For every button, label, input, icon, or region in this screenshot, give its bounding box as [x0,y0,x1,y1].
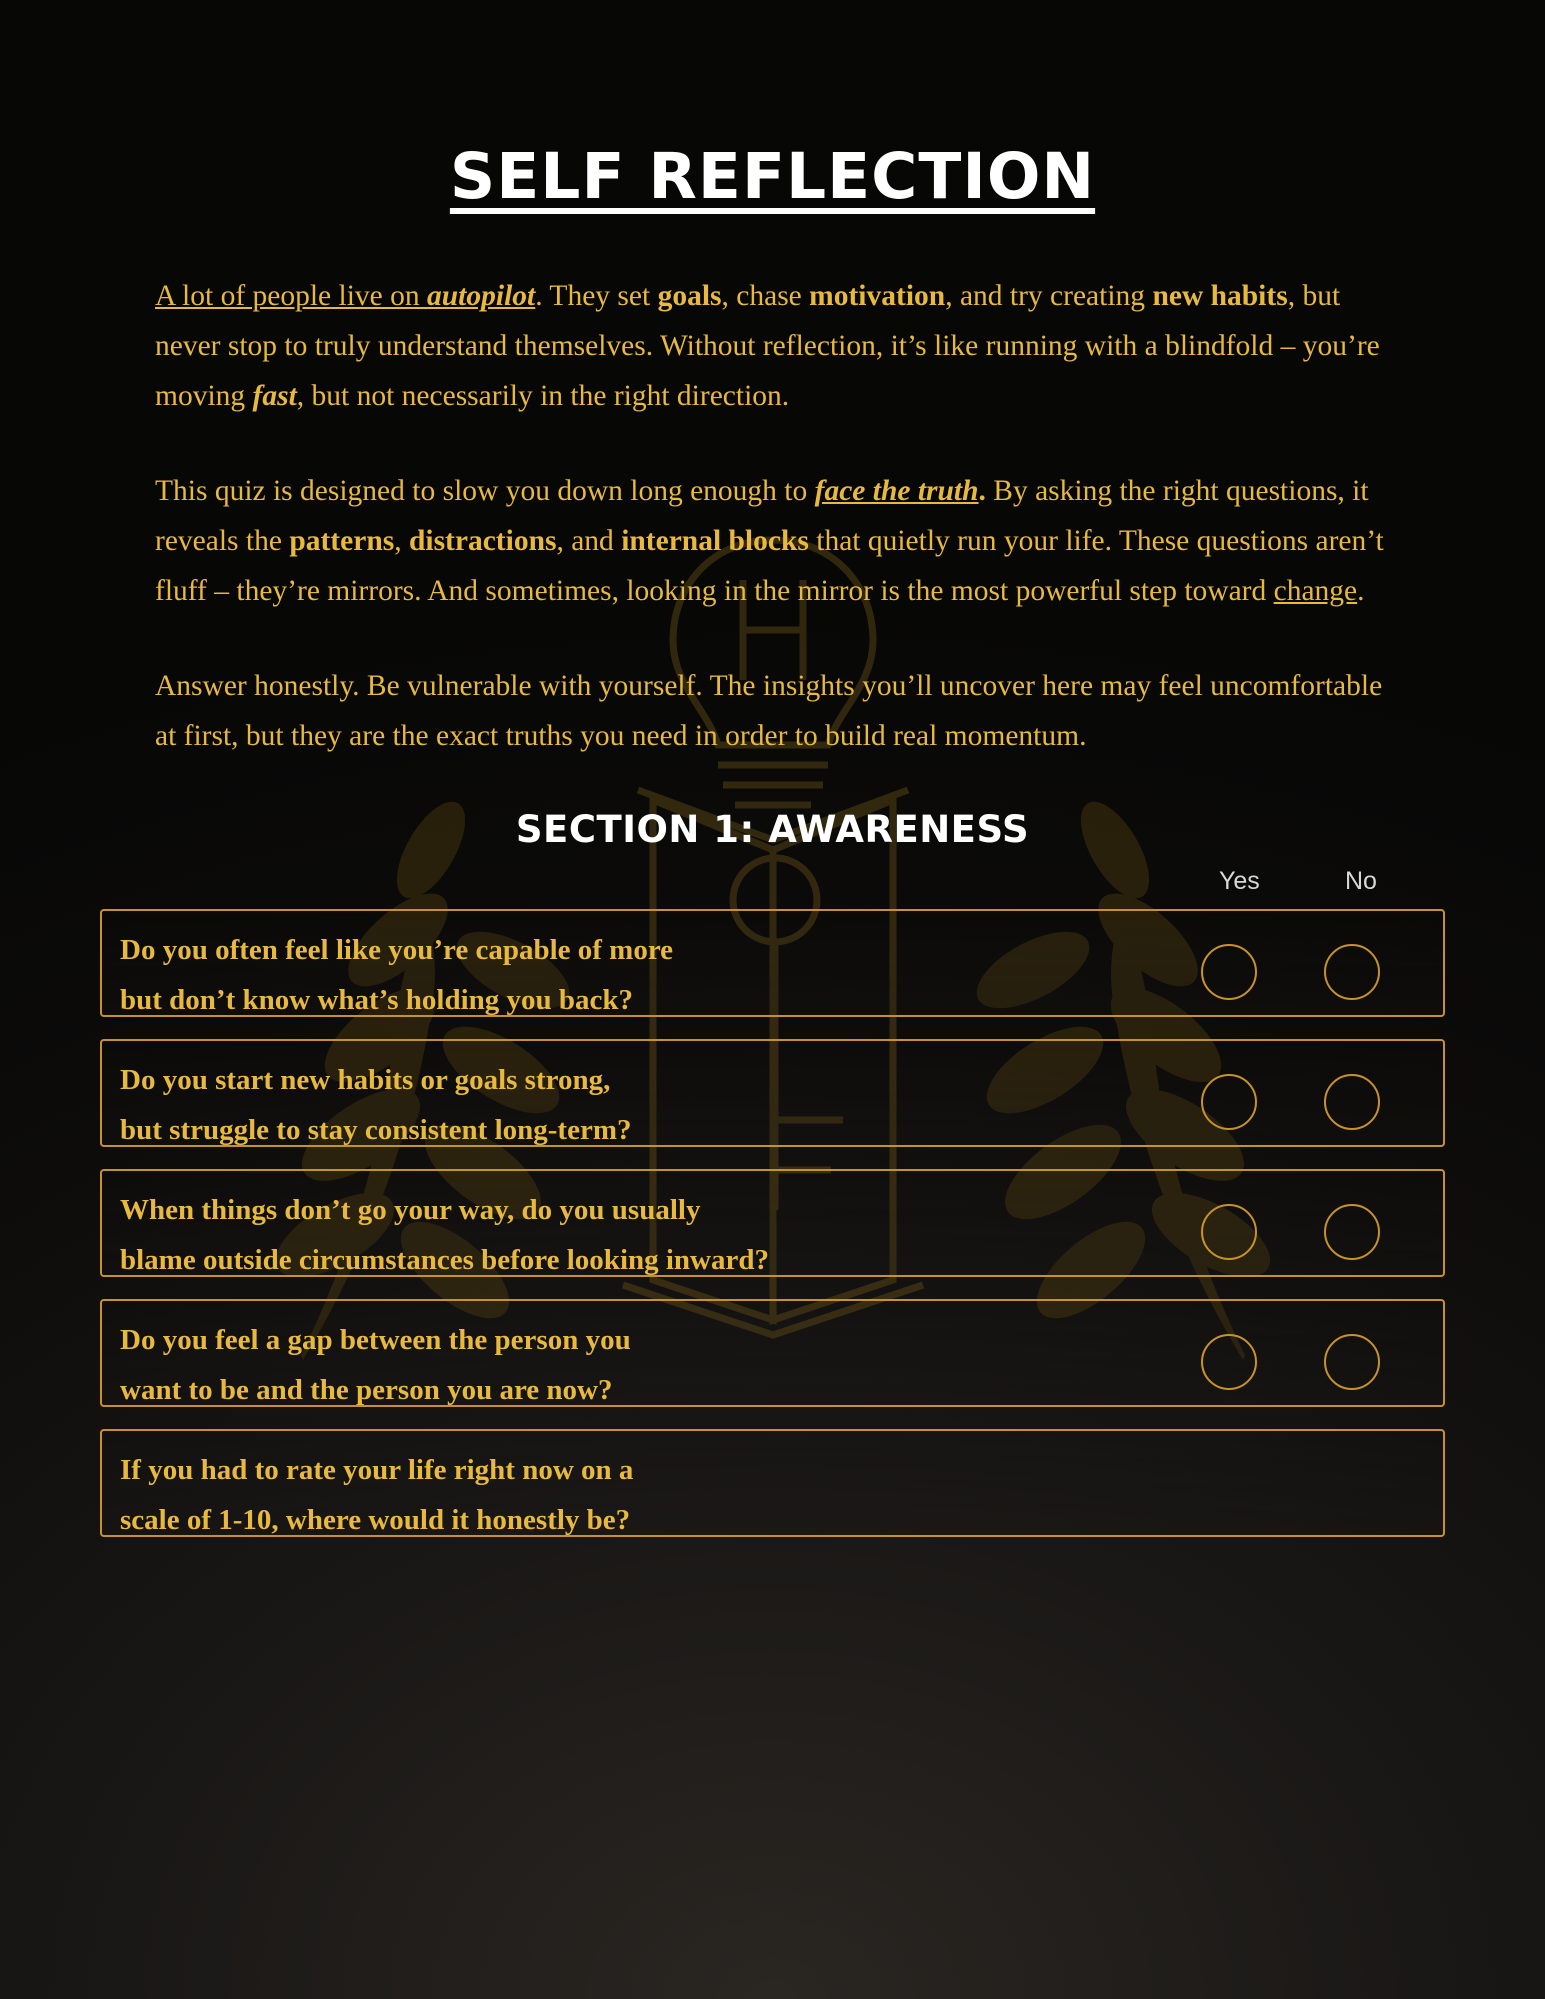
question-text [120,925,1190,1025]
radio-no[interactable] [1324,944,1380,1000]
radio-yes[interactable] [1201,944,1257,1000]
question-line-2: scale of 1-10, where would it honestly be? [120,1504,631,1536]
table-row [100,1039,1445,1147]
section-heading: SECTION 1: AWARENESS [515,808,1030,851]
page-title: SELF REFLECTION [449,140,1096,213]
radio-no[interactable] [1324,1074,1380,1130]
column-header-yes: Yes [1219,867,1260,895]
table-row [100,1169,1445,1277]
answer-column-headers [0,867,1545,903]
radio-no[interactable] [1324,1334,1380,1390]
question-line-1: Do you start new habits or goals strong, [120,1064,611,1096]
question-text [120,1055,1190,1155]
question-line-2: blame outside circumstances before looking inward? [120,1244,770,1276]
intro-text [0,271,1545,761]
question-list [100,909,1445,1537]
question-line-2: but don’t know what’s holding you back? [120,984,634,1016]
question-line-1: Do you often feel like you’re capable of more [120,934,674,966]
radio-no[interactable] [1324,1204,1380,1260]
table-row [100,1429,1445,1537]
radio-yes[interactable] [1201,1074,1257,1130]
intro-paragraph-2: This quiz is designed to slow you down long enough to face the truth. By asking the right questions, it reveals the patterns, distractions, and internal blocks that quietly run your life. These questions aren’t fluff – they’re mirrors. And sometimes, looking in the mirror is the most powerful step toward change. [155,475,1384,607]
question-text [120,1315,1190,1415]
question-line-2: want to be and the person you are now? [120,1374,613,1406]
question-text [120,1445,1190,1545]
intro-paragraph-3: Answer honestly. Be vulnerable with yourself. The insights you’ll uncover here may feel uncomfortable at first, but they are the exact truths you need in order to build real momentum. [155,670,1383,752]
table-row [100,1299,1445,1407]
question-line-1: Do you feel a gap between the person you [120,1324,631,1356]
column-header-no: No [1345,867,1377,895]
question-line-1: If you had to rate your life right now on a [120,1454,634,1486]
intro-paragraph-1: A lot of people live on autopilot. They set goals, chase motivation, and try creating new habits, but never stop to truly understand themselves. Without reflection, it’s like running with a blindfold – you’re moving fast, but not necessarily in the right direction. [155,280,1380,412]
radio-yes[interactable] [1201,1334,1257,1390]
radio-yes[interactable] [1201,1204,1257,1260]
question-line-2: but struggle to stay consistent long-term? [120,1114,632,1146]
question-line-1: When things don’t go your way, do you usually [120,1194,701,1226]
table-row [100,909,1445,1017]
question-text [120,1185,1190,1285]
